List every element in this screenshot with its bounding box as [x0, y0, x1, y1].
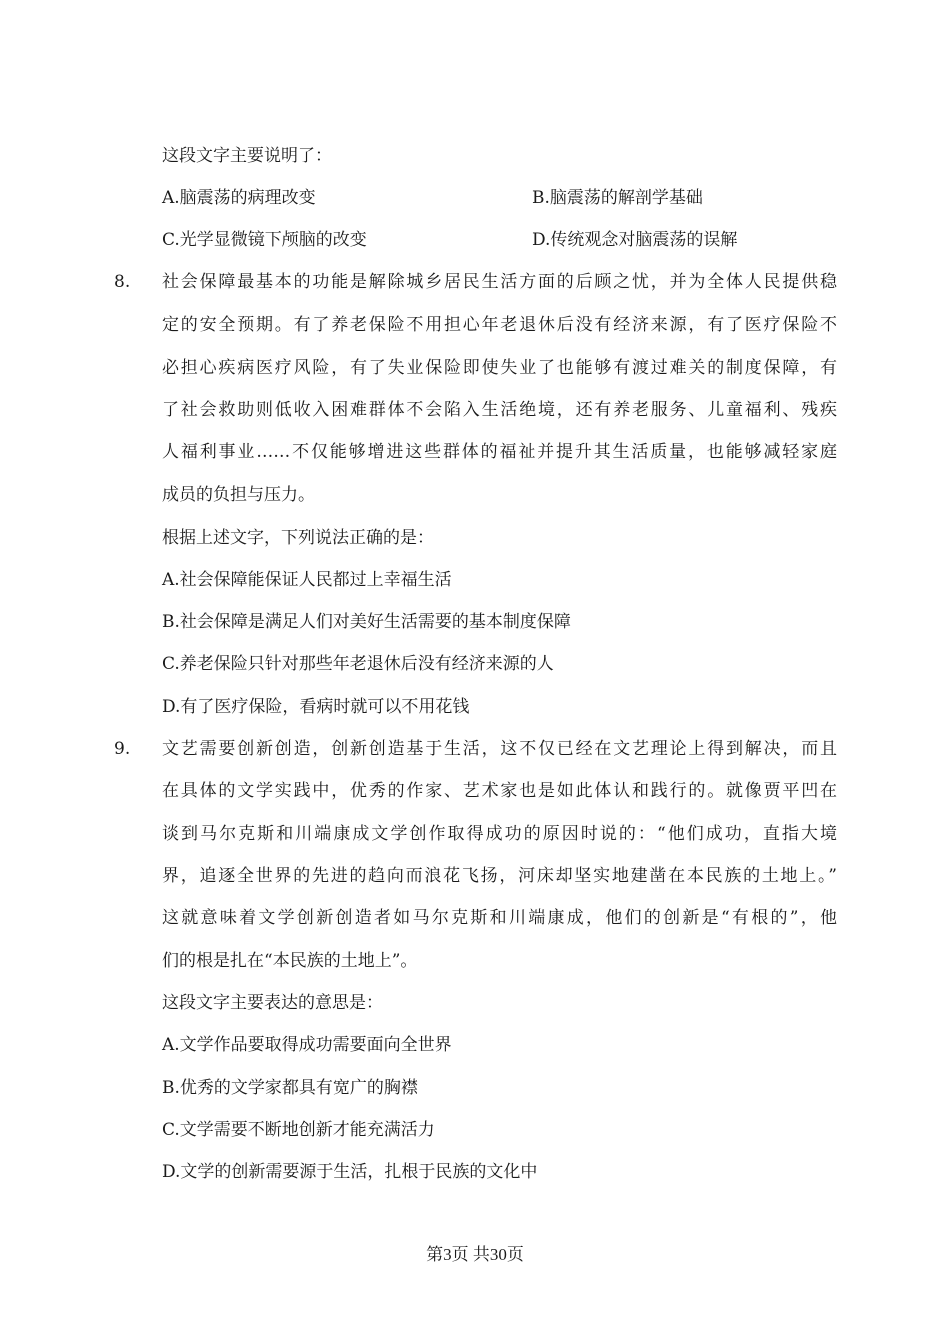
- q7-option-a: A.脑震荡的病理改变: [162, 188, 316, 208]
- q8-line-2: 定的安全预期。有了养老保险不用担心年老退休后没有经济来源，有了医疗保险不: [162, 315, 837, 335]
- q9-option-b: B.优秀的文学家都具有宽广的胸襟: [162, 1078, 418, 1098]
- q9-line-3: 谈到马尔克斯和川端康成文学创作取得成功的原因时说的：“他们成功，直指大境: [162, 824, 837, 844]
- q8-option-d: D.有了医疗保险，看病时就可以不用花钱: [162, 697, 470, 717]
- page-footer: [0, 1243, 950, 1267]
- q9-option-d: D.文学的创新需要源于生活，扎根于民族的文化中: [162, 1162, 538, 1182]
- page-number-label: 第3页 共30页: [426, 1245, 524, 1264]
- q9-option-c: C.文学需要不断地创新才能充满活力: [162, 1120, 435, 1140]
- q8-line-4: 了社会救助则低收入困难群体不会陷入生活绝境，还有养老服务、儿童福利、残疾: [162, 400, 837, 420]
- q9-line-2: 在具体的文学实践中，优秀的作家、艺术家也是如此体认和践行的。就像贾平凹在: [162, 781, 837, 801]
- q8-option-b: B.社会保障是满足人们对美好生活需要的基本制度保障: [162, 612, 571, 632]
- q9-number: 9.: [114, 739, 131, 759]
- q8-line-3: 必担心疾病医疗风险，有了失业保险即使失业了也能够有渡过难关的制度保障，有: [162, 358, 837, 378]
- q7-option-b: B.脑震荡的解剖学基础: [532, 188, 703, 208]
- q7-stem: 这段文字主要说明了：: [162, 146, 332, 166]
- q7-option-c: C.光学显微镜下颅脑的改变: [162, 230, 367, 250]
- q7-option-d: D.传统观念对脑震荡的误解: [532, 230, 738, 250]
- q9-line-1: 文艺需要创新创造，创新创造基于生活，这不仅已经在文艺理论上得到解决，而且: [162, 739, 837, 759]
- q9-line-5: 这就意味着文学创新创造者如马尔克斯和川端康成，他们的创新是“有根的”，他: [162, 908, 837, 928]
- q8-option-a: A.社会保障能保证人民都过上幸福生活: [162, 570, 452, 590]
- q8-line-6: 成员的负担与压力。: [162, 485, 315, 505]
- q8-number: 8.: [114, 272, 131, 292]
- q8-line-1: 社会保障最基本的功能是解除城乡居民生活方面的后顾之忧，并为全体人民提供稳: [162, 272, 837, 292]
- q8-line-5: 人福利事业……不仅能够增进这些群体的福祉并提升其生活质量，也能够减轻家庭: [162, 442, 837, 462]
- q9-stem: 这段文字主要表达的意思是：: [162, 993, 383, 1013]
- q8-option-c: C.养老保险只针对那些年老退休后没有经济来源的人: [162, 654, 554, 674]
- q8-stem: 根据上述文字，下列说法正确的是：: [162, 528, 434, 548]
- q9-line-4: 界，追逐全世界的先进的趋向而浪花飞扬，河床却坚实地建凿在本民族的土地上。”: [162, 866, 837, 886]
- q9-line-6: 们的根是扎在“本民族的土地上”。: [162, 951, 418, 971]
- q9-option-a: A.文学作品要取得成功需要面向全世界: [162, 1035, 452, 1055]
